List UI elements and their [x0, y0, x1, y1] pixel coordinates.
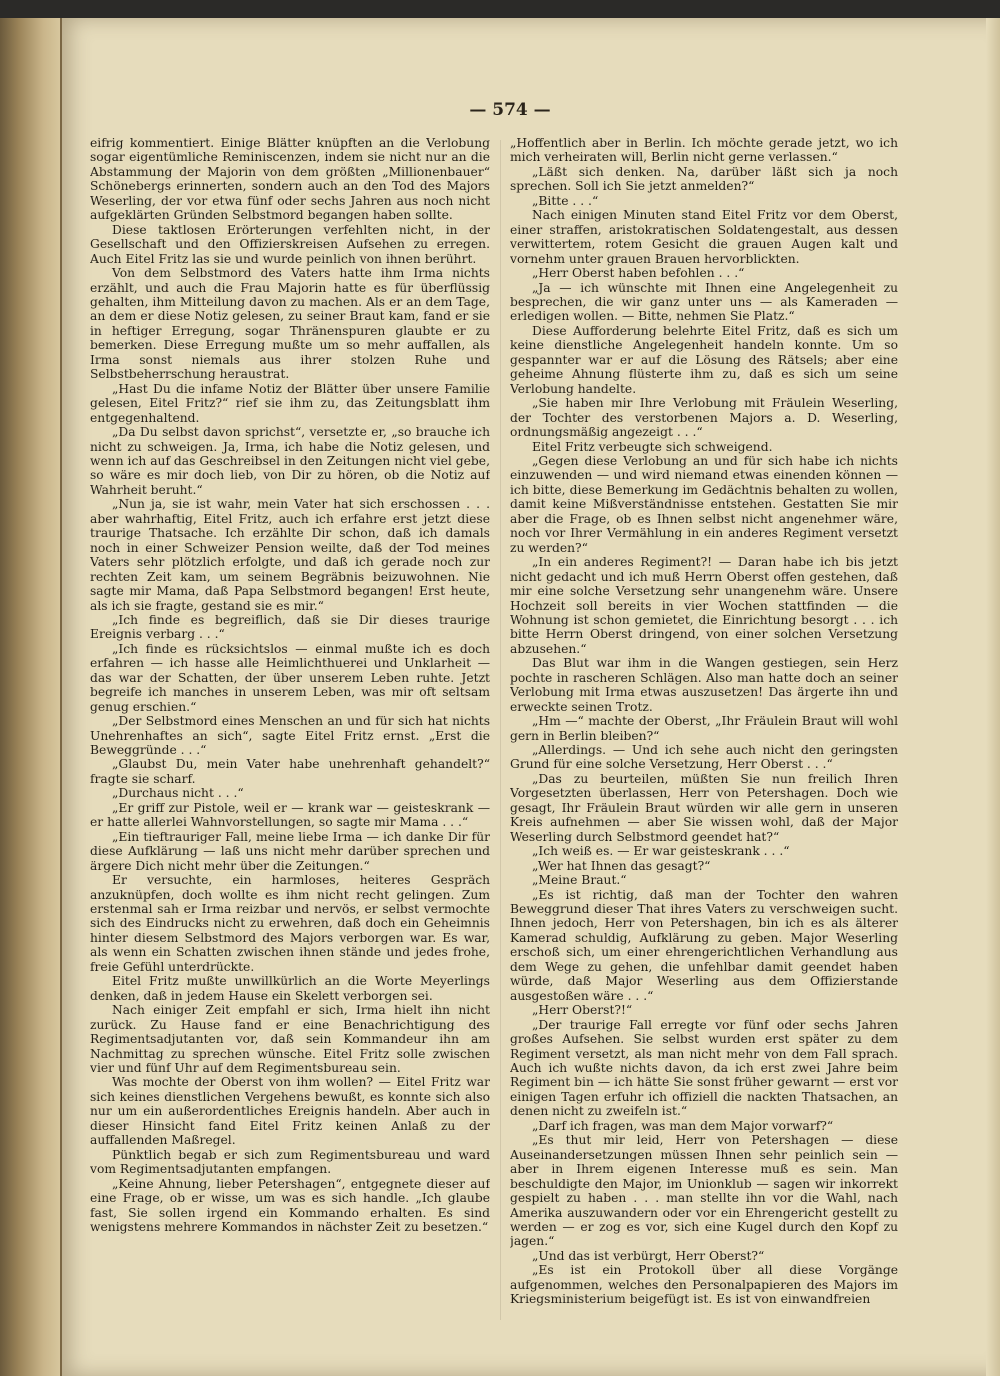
page-number: — 574 —	[469, 100, 551, 120]
paragraph: „Ich weiß es. — Er war geisteskrank . . .“	[532, 844, 790, 859]
column-divider	[500, 140, 501, 1320]
paragraph: „Sie haben mir Ihre Verlobung mit Fräulein Weserling, der Tochter des verstorbenen Majors a. D. Weserling, ordnungsmäßig angezeigt . . .“	[510, 396, 898, 440]
paragraph: „Meine Braut.“	[532, 873, 627, 888]
paragraph: „Hoffentlich aber in Berlin. Ich möchte gerade jetzt, wo ich mich verheiraten will, Berlin nicht gerne verlassen.“	[510, 136, 898, 165]
paragraph: Nach einiger Zeit empfahl er sich, Irma hielt ihn nicht zurück. Zu Hause fand er eine Benachrichtigung des Regimentsadjutanten vor, daß sein Kommandeur ihn am Nachmittag zu sprechen wünsche. Eitel Fritz solle zwischen vier und fünf Uhr auf dem Regimentsbureau sein.	[90, 1003, 490, 1075]
paragraph: „Es ist ein Protokoll über all diese Vorgänge aufgenommen, welches den Personalpapieren des Majors im Kriegsministerium beigefügt ist. Es ist von einwandfreien	[510, 1263, 898, 1307]
paragraph: „Durchaus nicht . . .“	[112, 786, 244, 801]
paragraph: „Ein tieftrauriger Fall, meine liebe Irma — ich danke Dir für diese Aufklärung — laß uns nicht mehr darüber sprechen und ärgere Dich nicht mehr über die Zeitungen.“	[90, 829, 490, 873]
paragraph: „Das zu beurteilen, müßten Sie nun freilich Ihren Vorgesetzten überlassen, Herr von Petershagen. Doch wie gesagt, Ihr Fräulein Braut würden wir alle gern in unseren Kreis aufnehmen — aber Sie wissen wohl, daß der Major Weserling durch Selbstmord geendet hat?“	[510, 771, 898, 844]
paragraph: „Wer hat Ihnen das gesagt?“	[532, 858, 711, 873]
paragraph: Eitel Fritz mußte unwillkürlich an die Worte Meyerlings denken, daß in jedem Hause ein Skelett verborgen sei.	[90, 974, 490, 1003]
paragraph: „Herr Oberst?!“	[532, 1003, 633, 1018]
paragraph: Pünktlich begab er sich zum Regimentsbureau und ward vom Regimentsadjutanten empfangen.	[90, 1147, 490, 1177]
paragraph: Von dem Selbstmord des Vaters hatte ihm Irma nichts erzählt, und auch die Frau Majorin hatte es für überflüssig gehalten, ihm Mitteilung davon zu machen. Als er an dem Tage, an dem er diese Notiz gelesen, zu seiner Braut kam, fand er sie in heftiger Erregung, sogar Thränenspuren glaubte er zu bemerken. Diese Erregung mußte um so mehr auffallen, als Irma sonst niemals aus ihrer stolzen Ruhe und Selbstbeherrschung heraustrat.	[90, 266, 490, 382]
paragraph: „In ein anderes Regiment?! — Daran habe ich bis jetzt nicht gedacht und ich muß Herrn Oberst offen gestehen, daß mir eine solche Versetzung sehr unangenehm wäre. Unsere Hochzeit soll bereits in vier Wochen stattfinden — die Wohnung ist schon gemietet, die Einrichtung besorgt . . . ich bitte Herrn Oberst dringend, von einer solchen Versetzung abzusehen.“	[510, 555, 898, 656]
paragraph: „Bitte . . .“	[532, 193, 599, 208]
paragraph: Nach einigen Minuten stand Eitel Fritz vor dem Oberst, einer straffen, aristokratischen Soldatengestalt, aus dessen verwittertem, rotem Gesicht die grauen Augen kalt und vornehm unter grauen Brauen hervorblickten.	[510, 208, 898, 266]
paragraph: „Es thut mir leid, Herr von Petershagen — diese Auseinandersetzungen müssen Ihnen sehr peinlich sein — aber in Ihrem eigenen Interesse muß es sein. Man beschuldigte den Major, im Unionklub — sagen wir inkorrekt gespielt zu haben . . . man stellte ihn vor die Wahl, nach Amerika auszuwandern oder vor ein Ehrengericht gestellt zu werden — er zog es vor, sich eine Kugel durch den Kopf zu jagen.“	[510, 1133, 898, 1249]
paragraph: „Und das ist verbürgt, Herr Oberst?“	[532, 1248, 765, 1263]
paragraph: „Ja — ich wünschte mit Ihnen eine Angelegenheit zu besprechen, die wir ganz unter uns — als Kameraden — erledigen wollen. — Bitte, nehmen Sie Platz.“	[510, 280, 898, 324]
paragraph: „Keine Ahnung, lieber Petershagen“, entgegnete dieser auf eine Frage, ob er wisse, um was es sich handle. „Ich glaube fast, Sie sollen irgend ein Kommando erhalten. Es sind wenigstens mehrere Kommandos in nächster Zeit zu besetzen.“	[90, 1176, 490, 1234]
page-right-edge	[986, 18, 1000, 1376]
paragraph: „Er griff zur Pistole, weil er — krank war — geisteskrank — er hatte allerlei Wahnvorstellungen, so sagte mir Mama . . .“	[90, 800, 490, 830]
paragraph: Er versuchte, ein harmloses, heiteres Gespräch anzuknüpfen, doch wollte es ihm nicht recht gelingen. Zum erstenmal sah er Irma reizbar und nervös, er selbst vermochte sich des Eindrucks nicht zu erwehren, daß doch ein Geheimnis hinter diesem Selbstmord des Majors verborgen war. Es war, als wenn ein Schatten zwischen ihnen stände und jedes frohe, freie Gefühl unterdrückte.	[90, 873, 490, 974]
paragraph: „Darf ich fragen, was man dem Major vorwarf?“	[532, 1118, 834, 1133]
text-column-right	[510, 136, 898, 1326]
paragraph: „Läßt sich denken. Na, darüber läßt sich ja noch sprechen. Soll ich Sie jetzt anmelden?“	[510, 164, 898, 194]
paragraph: „Der traurige Fall erregte vor fünf oder sechs Jahren großes Aufsehen. Sie selbst wurden erst später zu dem Regiment versetzt, als man nicht mehr von dem Fall sprach. Auch ich wußte nichts davon, da ich erst zwei Jahre beim Regiment bin — ich hätte Sie sonst früher gewarnt — erst vor einigen Tagen erfuhr ich offiziell die nackten Thatsachen, an denen nicht zu zweifeln ist.“	[510, 1017, 898, 1119]
paragraph: Das Blut war ihm in die Wangen gestiegen, sein Herz pochte in rascheren Schlägen. Also man hatte doch an seiner Verlobung mit Irma etwas auszusetzen! Das ärgerte ihn und erweckte seinen Trotz.	[510, 656, 898, 714]
paragraph: „Hm —“ machte der Oberst, „Ihr Fräulein Braut will wohl gern in Berlin bleiben?“	[510, 714, 898, 743]
paragraph: „Nun ja, sie ist wahr, mein Vater hat sich erschossen . . . aber wahrhaftig, Eitel Fritz, auch ich erfahre erst jetzt diese traurige Thatsache. Ich erzählte Dir schon, daß ich damals noch in einer Schweizer Pension weilte, daß der Tod meines Vaters sehr plötzlich erfolgte, und daß ich gerade noch zur rechten Zeit kam, um seinem Begräbnis beizuwohnen. Nie sagte mir Mama, daß Papa Selbstmord begangen! Erst heute, als ich sie fragte, gestand sie es mir.“	[90, 497, 490, 613]
paragraph: Eitel Fritz verbeugte sich schweigend.	[532, 439, 773, 454]
paragraph: „Hast Du die infame Notiz der Blätter über unsere Familie gelesen, Eitel Fritz?“ rief sie ihm zu, das Zeitungsblatt ihm entgegenhaltend.	[90, 381, 490, 425]
paragraph: „Da Du selbst davon sprichst“, versetzte er, „so brauche ich nicht zu schweigen. Ja, Irma, ich habe die Notiz gelesen, und wenn ich auf das Geschreibsel in den Zeitungen nicht viel gebe, so wäre es mir doch lieb, von Dir zu hören, ob die Notiz auf Wahrheit beruht.“	[90, 425, 490, 497]
paragraph: „Der Selbstmord eines Menschen an und für sich hat nichts Unehrenhaftes an sich“, sagte Eitel Fritz ernst. „Erst die Beweggründe . . .“	[90, 714, 490, 758]
paragraph: Diese taktlosen Erörterungen verfehlten nicht, in der Gesellschaft und den Offizierskreisen Aufsehen zu erregen. Auch Eitel Fritz las sie und wurde peinlich von ihnen berührt.	[90, 222, 490, 266]
paragraph: „Es ist richtig, daß man der Tochter den wahren Beweggrund dieser That ihres Vaters zu verschweigen sucht. Ihnen jedoch, Herr von Petershagen, bin ich es als älterer Kamerad schuldig, Aufklärung zu geben. Major Weserling erschoß sich, um einer ehrengerichtlichen Verhandlung aus dem Wege zu gehen, die unfehlbar damit geendet haben würde, daß Major Weserling aus dem Offizierstande ausgestoßen wäre . . .“	[510, 887, 898, 1003]
paragraph: „Allerdings. — Und ich sehe auch nicht den geringsten Grund für eine solche Versetzung, Herr Oberst . . .“	[510, 743, 898, 772]
text-column-left	[90, 136, 490, 1326]
paragraph: Diese Aufforderung belehrte Eitel Fritz, daß es sich um keine dienstliche Angelegenheit handeln konnte. Um so gespannter war er auf die Lösung des Rätsels; aber eine geheime Ahnung flüsterte ihm zu, daß es sich um seine Verlobung handelte.	[510, 323, 898, 396]
paragraph: eifrig kommentiert. Einige Blätter knüpften an die Verlobung sogar eigentümliche Reminiscenzen, indem sie nicht nur an die Abstammung der Majorin von dem größten „Millionenbauer“ Schönebergs erinnerten, sondern auch an den Tod des Majors Weserling, der vor etwa fünf oder sechs Jahren aus noch nicht aufgeklärten Gründen Selbstmord begangen haben sollte.	[90, 136, 490, 223]
paragraph: „Herr Oberst haben befohlen . . .“	[532, 266, 745, 281]
paragraph: „Ich finde es begreiflich, daß sie Dir dieses traurige Ereignis verbarg . . .“	[90, 612, 490, 642]
paragraph: Was mochte der Oberst von ihm wollen? — Eitel Fritz war sich keines dienstlichen Vergehens bewußt, es konnte sich also nur um ein außerordentliches Ereignis handeln. Aber auch in dieser Hinsicht fand Eitel Fritz keinen Anlaß zu der auffallenden Maßregel.	[90, 1075, 490, 1148]
paragraph: „Glaubst Du, mein Vater habe unehrenhaft gehandelt?“ fragte sie scharf.	[90, 757, 490, 786]
paragraph: „Gegen diese Verlobung an und für sich habe ich nichts einzuwenden — und wird niemand etwas einenden können — ich bitte, diese Bemerkung im Gedächtnis behalten zu wollen, damit keine Mißverständnisse entstehen. Gestatten Sie mir aber die Frage, ob es Ihnen selbst nicht angenehmer wäre, noch vor Ihrer Vermählung in ein anderes Regiment versetzt zu werden?“	[510, 453, 898, 555]
paragraph: „Ich finde es rücksichtslos — einmal mußte ich es doch erfahren — ich hasse alle Heimlichthuerei und Unklarheit — das war der Schatten, der über unserem Leben ruhte. Jetzt begreife ich manches in unserem Leben, was mir oft seltsam genug erschien.“	[90, 641, 490, 714]
book-page-edges	[0, 18, 62, 1376]
